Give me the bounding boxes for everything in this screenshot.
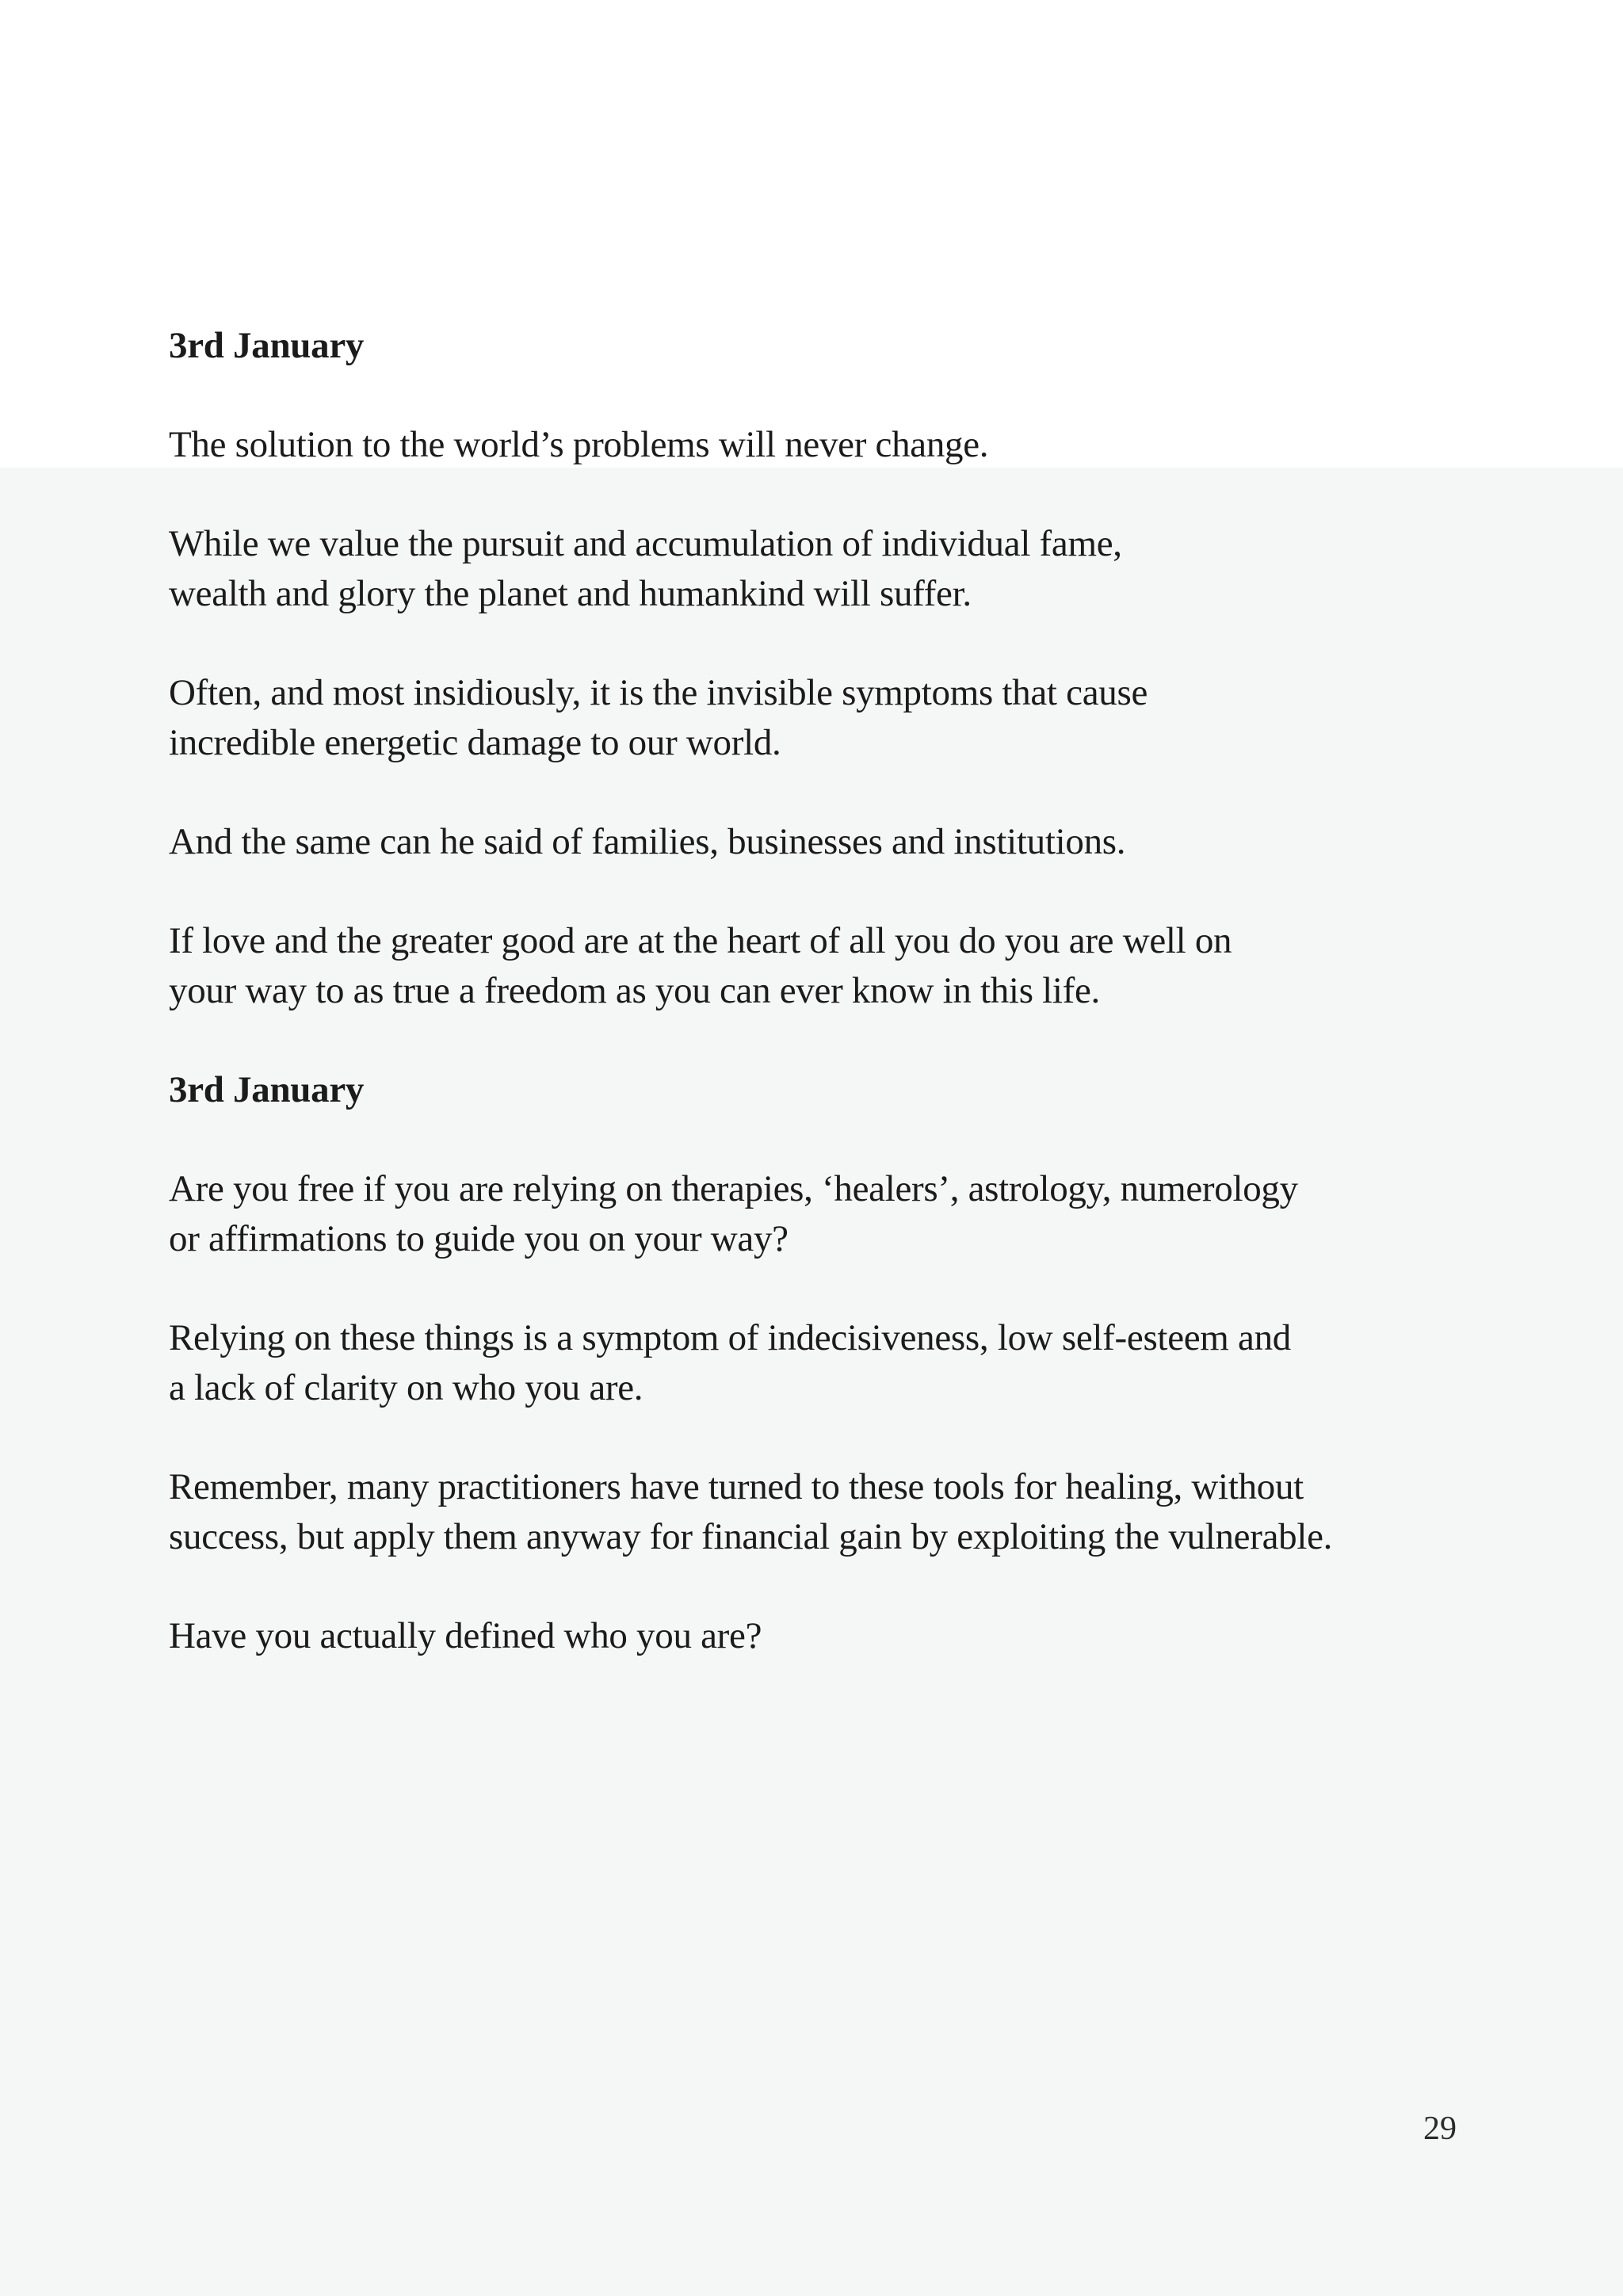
paragraph [169,1164,1516,1264]
text-line: success, but apply them anyway for financial gain by exploiting the vulnerable. [169,1516,1333,1557]
text-line: Often, and most insidiously, it is the invisible symptoms that cause [169,672,1148,713]
text-line: If love and the greater good are at the heart of all you do you are well on [169,920,1232,961]
paragraph [169,916,1516,1016]
paragraph [169,817,1516,867]
heading [169,321,1516,371]
page-number: 29 [1423,2111,1457,2147]
text-line: Relying on these things is a symptom of indecisiveness, low self-esteem and [169,1317,1291,1358]
text-line: wealth and glory the planet and humankind will suffer. [169,573,972,614]
text-line: incredible energetic damage to our world. [169,722,781,763]
paragraph [169,420,1516,470]
paragraph [169,1313,1516,1413]
text-column [169,321,1516,1710]
paragraph [169,1611,1516,1661]
text-line: The solution to the world’s problems will never change. [169,424,989,465]
text-line: or affirmations to guide you on your way? [169,1218,789,1259]
paragraph [169,519,1516,619]
text-line: Remember, many practitioners have turned to these tools for healing, without [169,1466,1304,1507]
text-line: And the same can he said of families, businesses and institutions. [169,821,1126,862]
heading [169,1065,1516,1115]
paragraph [169,668,1516,768]
paragraph [169,1462,1516,1562]
text-line: Have you actually defined who you are? [169,1615,762,1656]
text-line: While we value the pursuit and accumulation of individual fame, [169,523,1122,564]
text-line: your way to as true a freedom as you can ever know in this life. [169,970,1101,1011]
text-line: Are you free if you are relying on therapies, ‘healers’, astrology, numerology [169,1168,1298,1209]
text-line: a lack of clarity on who you are. [169,1367,643,1408]
text-line: 3rd January [169,325,365,366]
text-line: 3rd January [169,1069,365,1110]
